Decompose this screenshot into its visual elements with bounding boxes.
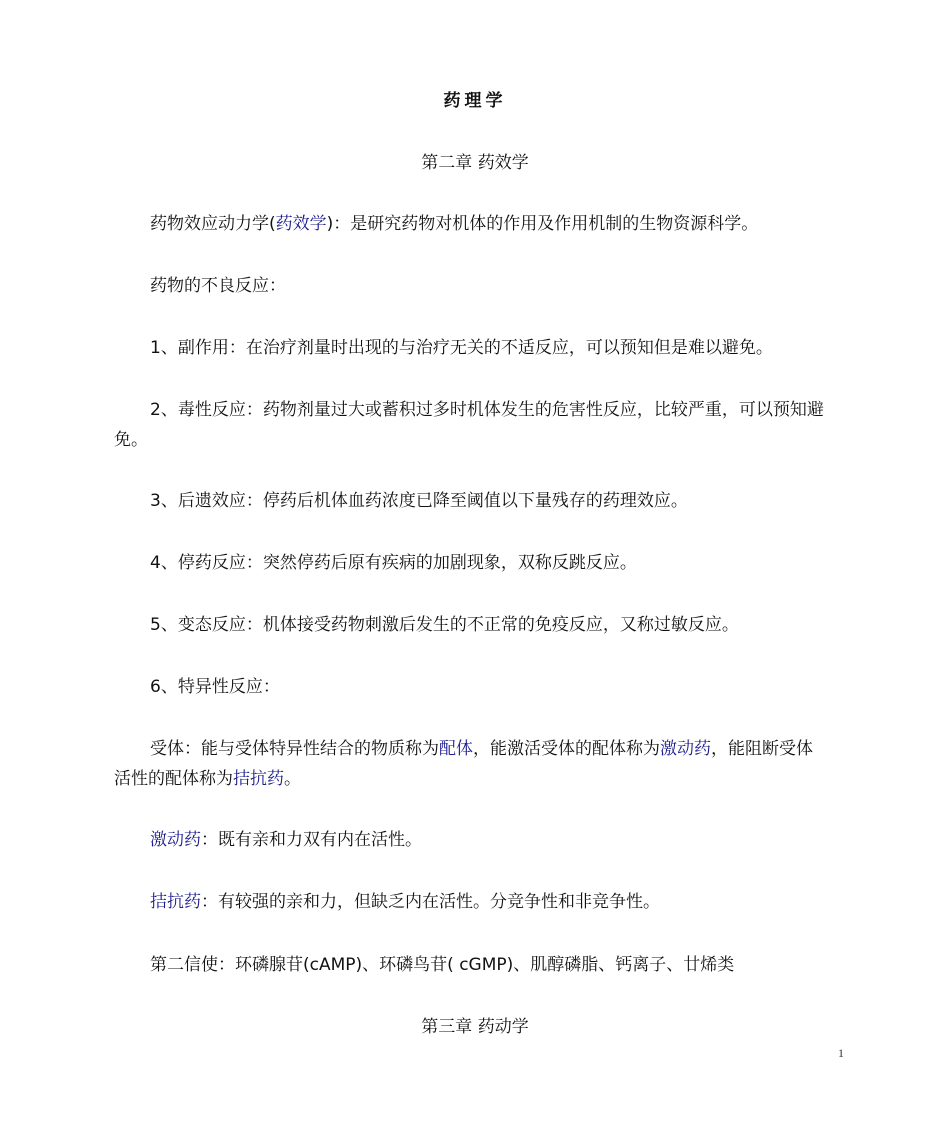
highlight-term: 激动药 [150, 830, 201, 850]
text-span: 受体：能与受体特异性结合的物质称为 [150, 739, 439, 759]
paragraph-second-messenger: 第二信使：环磷腺苷(cAMP)、环磷鸟苷( cGMP)、肌醇磷脂、钙离子、廿烯类 [150, 955, 735, 975]
text-span: ：既有亲和力双有内在活性。 [201, 830, 422, 850]
highlight-term: 拮抗药 [233, 769, 284, 789]
page-number: 1 [838, 1046, 844, 1060]
paragraph-residual-effect: 3、后遗效应：停药后机体血药浓度已降至阈值以下量残存的药理效应。 [150, 491, 688, 511]
paragraph-allergic-reaction: 5、变态反应：机体接受药物刺激后发生的不正常的免疫反应，又称过敏反应。 [150, 615, 739, 635]
text-span: 药物效应动力学( [150, 214, 276, 234]
highlight-term: 拮抗药 [150, 892, 201, 912]
paragraph-adverse-reactions: 药物的不良反应： [150, 276, 286, 296]
paragraph-antagonist [150, 887, 660, 917]
highlight-term: 药效学 [275, 214, 327, 234]
text-span: ：有较强的亲和力，但缺乏内在活性。分竞争性和非竞争性。 [201, 892, 660, 912]
paragraph-agonist [150, 825, 422, 855]
text-span: 。 [284, 769, 301, 789]
text-span: )：是研究药物对机体的作用及作用机制的生物资源科学。 [326, 214, 759, 234]
chapter-2-heading: 第二章 药效学 [421, 153, 529, 173]
paragraph-receptor-cont [114, 764, 301, 794]
paragraph-toxic-reaction-cont: 免。 [114, 430, 148, 450]
text-span: ，能激活受体的配体称为 [473, 739, 660, 759]
chapter-3-heading: 第三章 药动学 [421, 1017, 529, 1037]
paragraph-side-effect: 1、副作用：在治疗剂量时出现的与治疗无关的不适反应，可以预知但是难以避免。 [150, 338, 773, 358]
document-title: 药理学 [443, 91, 507, 111]
paragraph-toxic-reaction: 2、毒性反应：药物剂量过大或蓄积过多时机体发生的危害性反应，比较严重，可以预知避 [150, 400, 824, 420]
highlight-term: 激动药 [660, 739, 711, 759]
paragraph-pharmacodynamics [150, 209, 758, 239]
paragraph-withdrawal-reaction: 4、停药反应：突然停药后原有疾病的加剧现象，双称反跳反应。 [150, 553, 637, 573]
text-span: ，能阻断受体 [711, 739, 813, 759]
paragraph-idiosyncrasy: 6、特异性反应： [150, 677, 280, 697]
highlight-term: 配体 [439, 739, 473, 759]
paragraph-receptor [150, 734, 813, 764]
text-span: 活性的配体称为 [114, 769, 233, 789]
